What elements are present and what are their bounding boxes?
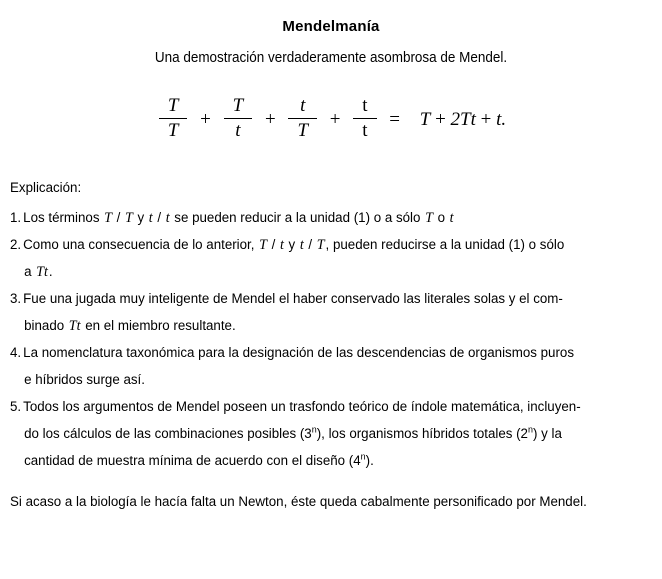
item-3-line2-a: binado <box>24 318 68 334</box>
explanation-item-5 <box>10 394 613 475</box>
plus-sign-3: + <box>329 108 341 130</box>
item-1-var-4: t <box>165 210 170 226</box>
item-1-text-d: o <box>433 210 449 226</box>
fraction-2-numerator: T <box>232 95 244 116</box>
item-5-exponent-3: n <box>360 451 366 463</box>
item-3-number: 3. <box>10 291 22 307</box>
item-1-slash-1: / <box>112 210 125 226</box>
fraction-1-denominator: T <box>159 118 188 142</box>
item-2-var-4: T <box>316 237 325 253</box>
item-1-var-3: t <box>148 210 153 226</box>
fraction-3 <box>288 95 317 142</box>
item-2-continuation <box>10 259 613 286</box>
rhs-plus-1: + <box>435 108 446 130</box>
formula-right-side <box>410 109 506 131</box>
item-2-line2-b: . <box>48 264 53 280</box>
explanation-heading: Explicación: <box>10 180 82 196</box>
rhs-plus-2: + <box>480 108 492 130</box>
item-4-number: 4. <box>10 345 22 361</box>
fraction-1-numerator: T <box>167 95 179 116</box>
item-3-continuation <box>10 313 613 340</box>
item-1-text-a: Los términos <box>23 210 104 226</box>
item-1-number: 1. <box>10 210 22 226</box>
item-1-text-c: se pueden reducir a la unidad (1) o a sólo <box>170 210 425 226</box>
item-5-line2-c: ) y la <box>532 426 562 442</box>
explanation-item-2 <box>10 232 613 286</box>
item-5-continuation-1 <box>10 421 613 448</box>
item-2-text-c: , pueden reducirse a la unidad (1) o sólo <box>325 237 565 253</box>
item-5-exponent-2: n <box>527 424 533 436</box>
fraction-2 <box>224 95 253 142</box>
page-title: Mendelmanía <box>282 18 380 35</box>
page-subtitle: Una demostración verdaderamente asombrosa de Mendel. <box>154 50 508 66</box>
fraction-1 <box>159 95 188 142</box>
item-2-line2-a: a <box>24 264 36 280</box>
item-3-line2-b: en el miembro resultante. <box>81 318 236 334</box>
item-1-text-b: y <box>133 210 148 226</box>
item-2-number: 2. <box>10 237 22 253</box>
item-2-var-3: t <box>299 237 304 253</box>
rhs-term-2: 2Tt <box>450 108 476 130</box>
fraction-3-denominator: T <box>288 118 317 142</box>
item-1-slash-2: / <box>153 210 165 226</box>
item-5-line2-b: ), los organismos híbridos totales (2 <box>316 426 528 442</box>
item-3-line2-var: Tt <box>68 318 81 334</box>
fraction-2-denominator: t <box>224 118 253 142</box>
fraction-4 <box>353 95 376 142</box>
fraction-4-denominator: t <box>353 118 376 142</box>
item-5-line3-b: ). <box>365 453 374 469</box>
item-5-exponent-1: n <box>311 424 317 436</box>
item-2-var-2: t <box>279 237 284 253</box>
explanation-item-1 <box>10 205 613 232</box>
item-2-slash-2: / <box>304 237 316 253</box>
document-page <box>0 18 662 579</box>
item-5-line3-a: cantidad de muestra mínima de acuerdo con el diseño (4 <box>24 453 361 469</box>
mendel-formula <box>0 96 662 143</box>
item-2-var-1: T <box>259 237 267 253</box>
fraction-3-numerator: t <box>300 95 306 116</box>
item-5-line2-a: do los cálculos de las combinaciones posibles (3 <box>24 426 312 442</box>
fraction-4-numerator: t <box>362 95 368 116</box>
plus-sign-1: + <box>200 108 211 130</box>
item-1-var-6: t <box>449 210 454 226</box>
item-5-number: 5. <box>10 399 22 415</box>
explanation-item-3 <box>10 286 613 340</box>
explanation-block <box>0 175 662 516</box>
item-4-continuation: e híbridos surge así. <box>24 372 145 388</box>
item-5-line-1: Todos los argumentos de Mendel poseen un trasfondo teórico de índole matemática, incluyen- <box>23 399 581 415</box>
item-4-line-1: La nomenclatura taxonómica para la designación de las descendencias de organismos puros <box>23 345 575 361</box>
item-1-var-2: T <box>125 210 133 226</box>
item-2-line2-var: Tt <box>36 264 48 280</box>
item-5-continuation-2 <box>10 448 613 475</box>
closing-paragraph: Si acaso a la biología le hacía falta un Newton, éste queda cabalmente personificado por Mendel. <box>10 494 587 510</box>
item-1-var-1: T <box>104 210 113 226</box>
rhs-term-1: T <box>419 108 431 130</box>
item-2-slash-1: / <box>267 237 280 253</box>
explanation-item-4 <box>10 340 613 394</box>
item-3-line-1: Fue una jugada muy inteligente de Mendel el haber conservado las literales solas y el com- <box>23 291 563 307</box>
item-1-var-5: T <box>425 210 433 226</box>
rhs-term-3: t. <box>496 108 507 130</box>
plus-sign-2: + <box>264 108 276 130</box>
item-2-text-a: Como una consecuencia de lo anterior, <box>23 237 259 253</box>
equals-sign: = <box>389 108 400 130</box>
item-2-text-b: y <box>284 237 299 253</box>
